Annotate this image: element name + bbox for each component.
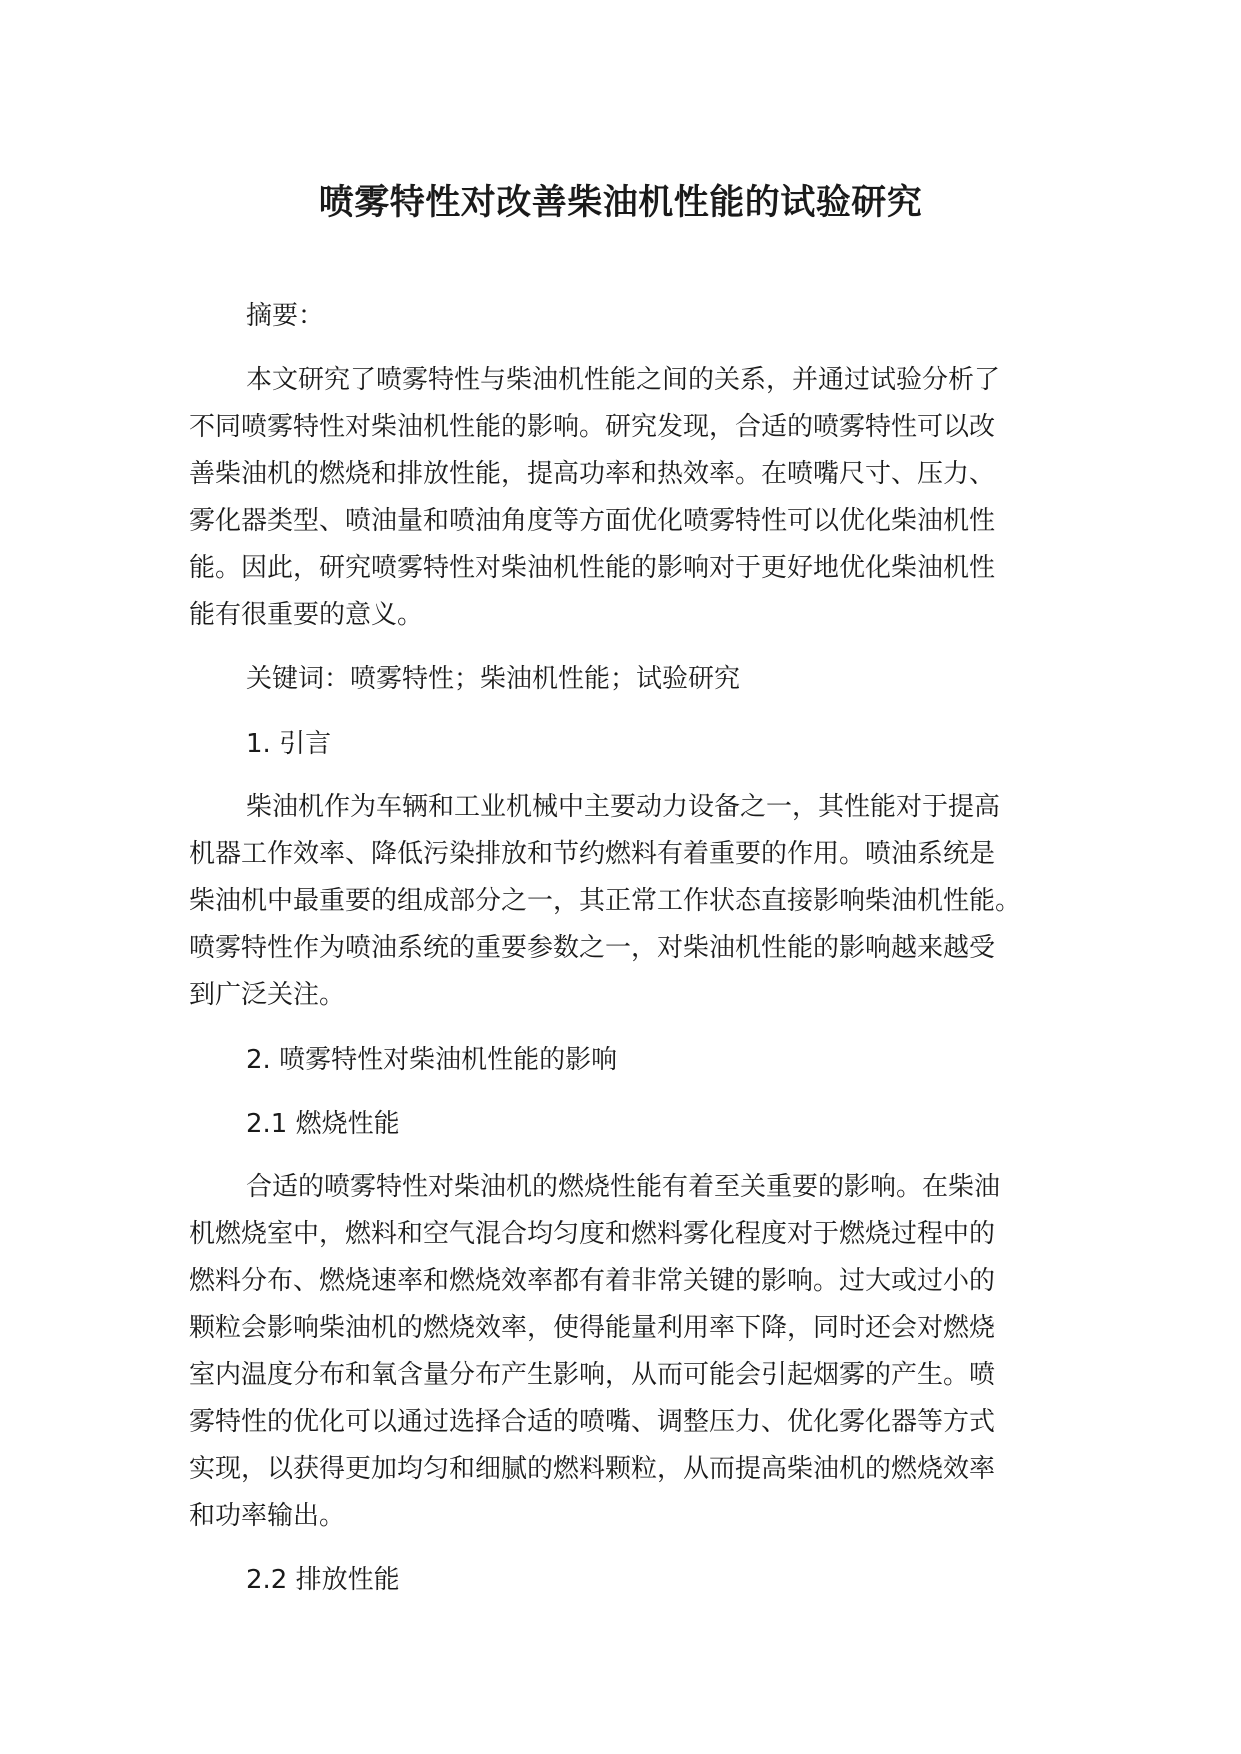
combustion-line: 室内温度分布和氧含量分布产生影响，从而可能会引起烟雾的产生。喷 [189,1360,996,1390]
section-heading-introduction: 1. 引言 [246,729,332,759]
abstract-line: 本文研究了喷雾特性与柴油机性能之间的关系，并通过试验分析了 [246,365,1001,395]
abstract-line: 能。因此，研究喷雾特性对柴油机性能的影响对于更好地优化柴油机性 [189,553,996,583]
combustion-line: 燃料分布、燃烧速率和燃烧效率都有着非常关键的影响。过大或过小的 [189,1266,996,1296]
introduction-line: 喷雾特性作为喷油系统的重要参数之一，对柴油机性能的影响越来越受 [189,933,996,963]
section-heading-2: 2. 喷雾特性对柴油机性能的影响 [246,1045,618,1075]
section-heading-2-2: 2.2 排放性能 [246,1565,400,1595]
abstract-line: 能有很重要的意义。 [189,600,424,630]
introduction-line: 柴油机作为车辆和工业机械中主要动力设备之一，其性能对于提高 [246,792,1001,822]
abstract-line: 不同喷雾特性对柴油机性能的影响。研究发现，合适的喷雾特性可以改 [189,412,996,442]
combustion-line: 雾特性的优化可以通过选择合适的喷嘴、调整压力、优化雾化器等方式 [189,1407,996,1437]
combustion-line: 机燃烧室中，燃料和空气混合均匀度和燃料雾化程度对于燃烧过程中的 [189,1219,996,1249]
abstract-line: 雾化器类型、喷油量和喷油角度等方面优化喷雾特性可以优化柴油机性 [189,506,996,536]
introduction-line: 机器工作效率、降低污染排放和节约燃料有着重要的作用。喷油系统是 [189,839,996,869]
introduction-line: 到广泛关注。 [189,980,346,1010]
abstract-label: 摘要： [246,301,325,331]
abstract-line: 善柴油机的燃烧和排放性能，提高功率和热效率。在喷嘴尺寸、压力、 [189,459,996,489]
keywords: 关键词：喷雾特性；柴油机性能；试验研究 [246,664,741,694]
introduction-line: 柴油机中最重要的组成部分之一，其正常工作状态直接影响柴油机性能。 [189,886,1022,916]
paper-title: 喷雾特性对改善柴油机性能的试验研究 [318,183,923,223]
combustion-line: 和功率输出。 [189,1501,346,1531]
combustion-line: 实现，以获得更加均匀和细腻的燃料颗粒，从而提高柴油机的燃烧效率 [189,1454,996,1484]
combustion-line: 颗粒会影响柴油机的燃烧效率，使得能量利用率下降，同时还会对燃烧 [189,1313,996,1343]
section-heading-2-1: 2.1 燃烧性能 [246,1109,400,1139]
combustion-line: 合适的喷雾特性对柴油机的燃烧性能有着至关重要的影响。在柴油 [246,1172,1001,1202]
